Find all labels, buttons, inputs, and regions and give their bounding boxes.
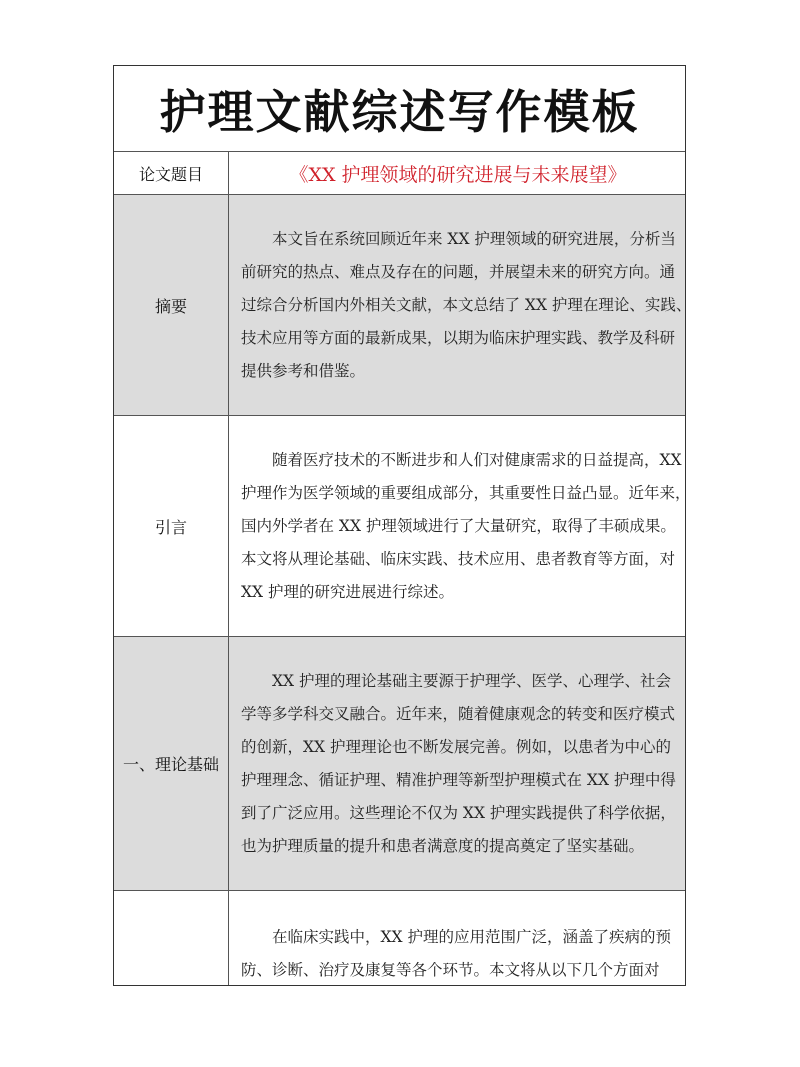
section-introduction <box>114 416 691 637</box>
text-line: 的创新，XX 护理理论也不断发展完善。例如，以患者为中心的 <box>241 737 671 756</box>
text-line: 提供参考和借鉴。 <box>241 361 366 380</box>
text-line: 在临床实践中，XX 护理的应用范围广泛，涵盖了疾病的预 <box>241 928 671 946</box>
paper-title-label: 论文题目 <box>114 152 229 194</box>
text-line: 也为护理质量的提升和患者满意度的提高奠定了坚实基础。 <box>241 836 645 855</box>
section-content <box>229 637 686 890</box>
template-table <box>113 65 692 986</box>
section-label <box>114 891 229 985</box>
paper-title-row <box>114 152 685 195</box>
text-line: 到了广泛应用。这些理论不仅为 XX 护理实践提供了科学依据， <box>241 803 676 822</box>
paper-title-value: 《XX 护理领域的研究进展与未来展望》 <box>289 163 627 186</box>
text-line: 随着医疗技术的不断进步和人们对健康需求的日益提高，XX <box>241 450 682 469</box>
section-clinical <box>114 891 685 985</box>
section-abstract <box>114 195 692 416</box>
section-label: 摘要 <box>114 195 229 415</box>
text-line: XX 护理的研究进展进行综述。 <box>241 582 454 601</box>
text-line: 前研究的热点、难点及存在的问题，并展望未来的研究方向。通 <box>241 262 676 281</box>
section-theory <box>114 637 685 891</box>
text-line: 本文旨在系统回顾近年来 XX 护理领域的研究进展，分析当 <box>241 229 676 248</box>
document-title: 护理文献综述写作模板 <box>114 66 685 152</box>
text-line: 国内外学者在 XX 护理领域进行了大量研究，取得了丰硕成果。 <box>241 516 676 535</box>
text-line: 护理理念、循证护理、精准护理等新型护理模式在 XX 护理中得 <box>241 770 676 789</box>
text-line: XX 护理的理论基础主要源于护理学、医学、心理学、社会 <box>241 671 671 690</box>
text-line: 防、诊断、治疗及康复等各个环节。本文将从以下几个方面对 <box>241 961 660 979</box>
section-content <box>229 195 701 415</box>
text-line: 护理作为医学领域的重要组成部分，其重要性日益凸显。近年来， <box>241 483 691 502</box>
section-content <box>229 891 685 985</box>
section-content <box>229 416 701 636</box>
text-line: 学等多学科交叉融合。近年来，随着健康观念的转变和医疗模式 <box>241 704 676 723</box>
text-line: 本文将从理论基础、临床实践、技术应用、患者教育等方面，对 <box>241 549 676 568</box>
text-line: 技术应用等方面的最新成果，以期为临床护理实践、教学及科研 <box>241 328 676 347</box>
section-label: 引言 <box>114 416 229 636</box>
section-label: 一、理论基础 <box>114 637 229 890</box>
text-line: 过综合分析国内外相关文献，本文总结了 XX 护理在理论、实践、 <box>241 295 692 314</box>
